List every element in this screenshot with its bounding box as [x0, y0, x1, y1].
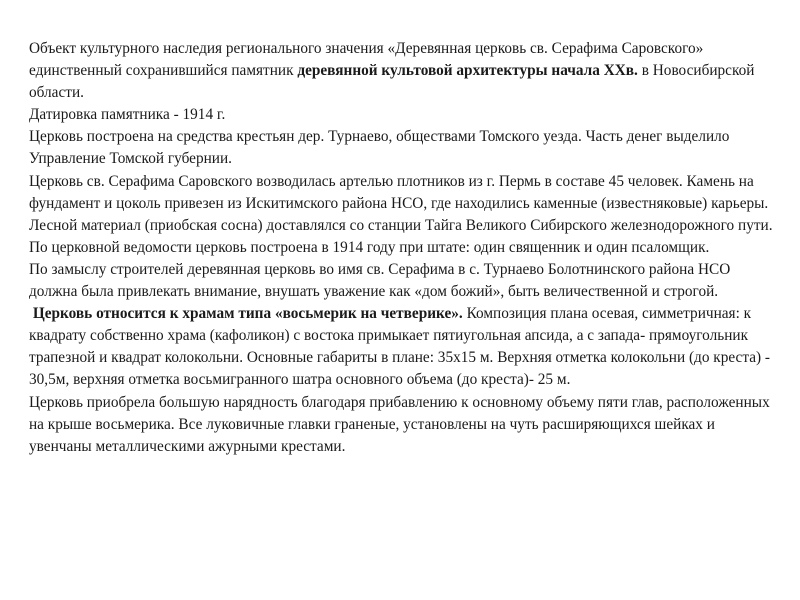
paragraph-composition	[29, 303, 774, 391]
text-segment: Церковь построена на средства крестьян дер. Турнаево, обществами Томского уезда. Часть денег выделило Управление Томской губернии.	[29, 128, 730, 168]
text-segment: По церковной ведомости церковь построена в 1914 году при штате: один священник и один псаломщик.	[29, 238, 710, 256]
paragraph-heritage-object	[29, 38, 774, 104]
text-segment: Объект культурного наследия регионального значения «Деревянная церковь св. Серафима Саровского» единственный сохранившийся памятник	[29, 40, 704, 80]
text-segment: Церковь приобрела большую нарядность благодаря прибавлению к основному объему пяти глав, расположенных на крыше восьмерика. Все луковичные главки граненые, установлены на чуть расширяющихся шейках и увенчаны металлическими ажурными крестами.	[29, 393, 770, 455]
text-segment: Композиция плана осевая, симметричная: к квадрату собственно храма (кафоликон) с востока примыкает пятиугольная апсида, а с запада- прямоугольник трапезной и квадрат колокольни. Основные габариты в плане: 35х15 м. Верхняя отметка колокольни (до креста) - 30,5м, верхняя отметка восьмигранного шатра основного объема (до креста)- 25 м.	[29, 305, 771, 389]
paragraph-dating	[29, 104, 774, 126]
paragraph-funding	[29, 126, 774, 170]
text-segment: в Новосибирской области.	[29, 62, 755, 102]
text-segment-bold: деревянной культовой архитектуры начала XXв.	[297, 62, 638, 80]
paragraph-builders-intent	[29, 259, 774, 303]
paragraph-domes	[29, 392, 774, 458]
text-segment: Церковь св. Серафима Саровского возводилась артелью плотников из г. Пермь в составе 45 человек. Камень на фундамент и цоколь привезен из Искитимского района НСО, где находились каменные (известняковые) карьеры. Лесной материал (приобская сосна) доставлялся со станции Тайга Великого Сибирского железнодорожного пути.	[29, 172, 773, 234]
text-segment: Датировка памятника - 1914 г.	[29, 106, 226, 124]
paragraph-construction	[29, 171, 774, 237]
text-segment: По замыслу строителей деревянная церковь во имя св. Серафима в с. Турнаево Болотнинского района НСО должна была привлекать внимание, внушать уважение как «дом божий», быть величественной и строгой.	[29, 260, 731, 301]
body-text	[29, 38, 774, 458]
text-segment-bold: Церковь относится к храмам типа «восьмерик на четверике».	[29, 305, 463, 323]
paragraph-church-register	[29, 237, 774, 259]
